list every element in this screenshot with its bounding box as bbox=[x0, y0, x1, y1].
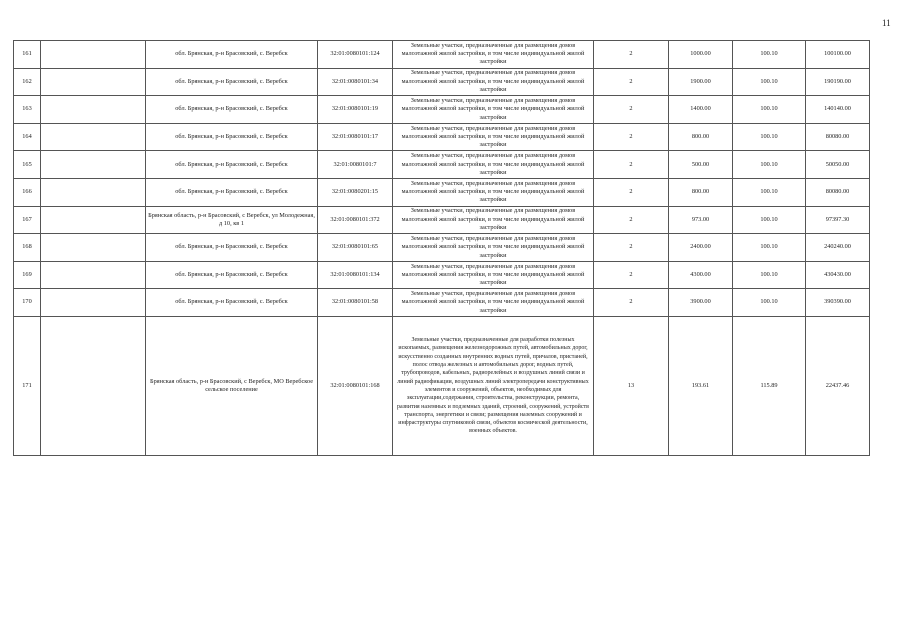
land-purpose-cell: Земельные участки, предназначенные для разработки полезных ископаемых, размещения железнодорожных путей, автомобильных дорог, искусственно созданных внутренних водных путей, причалов, пристаней, полос отвода железных и автомобильных дорог, водных путей, трубопроводов, кабельных, радиорелейных и воздушных линий связи и линий радиофикации, воздушных линий электропередачи конструктивных элементов и сооружений, объектов, необходимых для эксплуатации,содержания, строительства, реконструкции, ремонта, развития наземных и подземных зданий, строений, сооружений, устройств транспорта, энергетики и связи; размещения наземных сооружений и инфраструктуры спутниковой связи, объектов космической деятельности, военных объектов. bbox=[393, 316, 594, 455]
blank-cell bbox=[41, 123, 146, 151]
rate-cell: 115.89 bbox=[733, 316, 806, 455]
cadastral-value-cell: 190190.00 bbox=[806, 68, 870, 96]
cadastral-number-cell: 32:01:0080101:58 bbox=[318, 289, 393, 317]
row-number: 164 bbox=[14, 123, 41, 151]
row-number: 165 bbox=[14, 151, 41, 179]
table-row bbox=[14, 41, 870, 69]
rate-cell: 100.10 bbox=[733, 41, 806, 69]
table-row bbox=[14, 123, 870, 151]
table-row bbox=[14, 151, 870, 179]
group-code-cell: 2 bbox=[594, 289, 669, 317]
cadastral-number-cell: 32:01:0080101:134 bbox=[318, 261, 393, 289]
cadastral-value-cell: 22437.46 bbox=[806, 316, 870, 455]
blank-cell bbox=[41, 234, 146, 262]
land-purpose-cell: Земельные участки, предназначенные для размещения домов малоэтажной жилой застройки, в том числе индивидуальной жилой застройки bbox=[393, 261, 594, 289]
area-cell: 973.00 bbox=[669, 206, 733, 234]
land-purpose-cell: Земельные участки, предназначенные для размещения домов малоэтажной жилой застройки, в том числе индивидуальной жилой застройки bbox=[393, 68, 594, 96]
cadastral-number-cell: 32:01:0080101:34 bbox=[318, 68, 393, 96]
group-code-cell: 2 bbox=[594, 96, 669, 124]
row-number: 171 bbox=[14, 316, 41, 455]
group-code-cell: 2 bbox=[594, 178, 669, 206]
land-purpose-cell: Земельные участки, предназначенные для размещения домов малоэтажной жилой застройки, в том числе индивидуальной жилой застройки bbox=[393, 151, 594, 179]
cadastral-value-cell: 100100.00 bbox=[806, 41, 870, 69]
cadastral-number-cell: 32:01:0080201:15 bbox=[318, 178, 393, 206]
area-cell: 1000.00 bbox=[669, 41, 733, 69]
cadastral-number-cell: 32:01:0080101:7 bbox=[318, 151, 393, 179]
address-cell: обл. Брянская, р-н Брасовский, с. Веребск bbox=[146, 68, 318, 96]
cadastral-number-cell: 32:01:0080101:124 bbox=[318, 41, 393, 69]
group-code-cell: 2 bbox=[594, 68, 669, 96]
cadastral-number-cell: 32:01:0080101:17 bbox=[318, 123, 393, 151]
rate-cell: 100.10 bbox=[733, 206, 806, 234]
land-purpose-cell: Земельные участки, предназначенные для размещения домов малоэтажной жилой застройки, в том числе индивидуальной жилой застройки bbox=[393, 234, 594, 262]
cadastral-value-cell: 50050.00 bbox=[806, 151, 870, 179]
cadastral-value-cell: 140140.00 bbox=[806, 96, 870, 124]
address-cell: обл. Брянская, р-н Брасовский, с. Веребск bbox=[146, 151, 318, 179]
table-row bbox=[14, 234, 870, 262]
area-cell: 2400.00 bbox=[669, 234, 733, 262]
cadastral-number-cell: 32:01:0080101:65 bbox=[318, 234, 393, 262]
blank-cell bbox=[41, 316, 146, 455]
rate-cell: 100.10 bbox=[733, 96, 806, 124]
group-code-cell: 2 bbox=[594, 234, 669, 262]
row-number: 166 bbox=[14, 178, 41, 206]
land-purpose-cell: Земельные участки, предназначенные для размещения домов малоэтажной жилой застройки, в том числе индивидуальной жилой застройки bbox=[393, 123, 594, 151]
blank-cell bbox=[41, 261, 146, 289]
group-code-cell: 2 bbox=[594, 41, 669, 69]
registry-table bbox=[13, 40, 870, 456]
land-purpose-cell: Земельные участки, предназначенные для размещения домов малоэтажной жилой застройки, в том числе индивидуальной жилой застройки bbox=[393, 41, 594, 69]
cadastral-value-cell: 390390.00 bbox=[806, 289, 870, 317]
land-purpose-cell: Земельные участки, предназначенные для размещения домов малоэтажной жилой застройки, в том числе индивидуальной жилой застройки bbox=[393, 178, 594, 206]
blank-cell bbox=[41, 151, 146, 179]
cadastral-value-cell: 80080.00 bbox=[806, 123, 870, 151]
row-number: 168 bbox=[14, 234, 41, 262]
area-cell: 1400.00 bbox=[669, 96, 733, 124]
row-number: 161 bbox=[14, 41, 41, 69]
cadastral-number-cell: 32:01:0080101:168 bbox=[318, 316, 393, 455]
rate-cell: 100.10 bbox=[733, 234, 806, 262]
blank-cell bbox=[41, 178, 146, 206]
cadastral-number-cell: 32:01:0080101:19 bbox=[318, 96, 393, 124]
blank-cell bbox=[41, 289, 146, 317]
area-cell: 4300.00 bbox=[669, 261, 733, 289]
cadastral-number-cell: 32:01:0080101:372 bbox=[318, 206, 393, 234]
rate-cell: 100.10 bbox=[733, 178, 806, 206]
address-cell: Брянская область, р-н Брасовский, с Веребск, МО Веребское сельское поселение bbox=[146, 316, 318, 455]
table-row bbox=[14, 289, 870, 317]
table-row bbox=[14, 261, 870, 289]
blank-cell bbox=[41, 41, 146, 69]
land-purpose-cell: Земельные участки, предназначенные для размещения домов малоэтажной жилой застройки, в том числе индивидуальной жилой застройки bbox=[393, 206, 594, 234]
blank-cell bbox=[41, 68, 146, 96]
rate-cell: 100.10 bbox=[733, 68, 806, 96]
address-cell: обл. Брянская, р-н Брасовский, с. Веребск bbox=[146, 261, 318, 289]
group-code-cell: 2 bbox=[594, 206, 669, 234]
table-row bbox=[14, 68, 870, 96]
address-cell: обл. Брянская, р-н Брасовский, с. Веребск bbox=[146, 234, 318, 262]
area-cell: 1900.00 bbox=[669, 68, 733, 96]
land-purpose-cell: Земельные участки, предназначенные для размещения домов малоэтажной жилой застройки, в том числе индивидуальной жилой застройки bbox=[393, 289, 594, 317]
table-row bbox=[14, 206, 870, 234]
cadastral-value-cell: 97397.30 bbox=[806, 206, 870, 234]
land-purpose-cell: Земельные участки, предназначенные для размещения домов малоэтажной жилой застройки, в том числе индивидуальной жилой застройки bbox=[393, 96, 594, 124]
table-row bbox=[14, 96, 870, 124]
group-code-cell: 2 bbox=[594, 123, 669, 151]
cadastral-value-cell: 240240.00 bbox=[806, 234, 870, 262]
area-cell: 3900.00 bbox=[669, 289, 733, 317]
table-row bbox=[14, 178, 870, 206]
area-cell: 193.61 bbox=[669, 316, 733, 455]
address-cell: обл. Брянская, р-н Брасовский, с. Веребск bbox=[146, 123, 318, 151]
address-cell: обл. Брянская, р-н Брасовский, с. Веребск bbox=[146, 96, 318, 124]
page-number: 11 bbox=[882, 18, 891, 28]
group-code-cell: 2 bbox=[594, 151, 669, 179]
row-number: 167 bbox=[14, 206, 41, 234]
table-row bbox=[14, 316, 870, 455]
address-cell: обл. Брянская, р-н Брасовский, с. Веребск bbox=[146, 178, 318, 206]
row-number: 169 bbox=[14, 261, 41, 289]
address-cell: обл. Брянская, р-н Брасовский, с. Веребск bbox=[146, 41, 318, 69]
cadastral-value-cell: 80080.00 bbox=[806, 178, 870, 206]
address-cell: обл. Брянская, р-н Брасовский, с. Веребск bbox=[146, 289, 318, 317]
group-code-cell: 2 bbox=[594, 261, 669, 289]
rate-cell: 100.10 bbox=[733, 151, 806, 179]
group-code-cell: 13 bbox=[594, 316, 669, 455]
area-cell: 500.00 bbox=[669, 151, 733, 179]
address-cell: Брянская область, р-н Брасовский, с Веребск, ул Молодежная, д 10, кв 1 bbox=[146, 206, 318, 234]
cadastral-value-cell: 430430.00 bbox=[806, 261, 870, 289]
row-number: 162 bbox=[14, 68, 41, 96]
row-number: 163 bbox=[14, 96, 41, 124]
area-cell: 800.00 bbox=[669, 123, 733, 151]
rate-cell: 100.10 bbox=[733, 289, 806, 317]
rate-cell: 100.10 bbox=[733, 261, 806, 289]
blank-cell bbox=[41, 206, 146, 234]
blank-cell bbox=[41, 96, 146, 124]
row-number: 170 bbox=[14, 289, 41, 317]
area-cell: 800.00 bbox=[669, 178, 733, 206]
rate-cell: 100.10 bbox=[733, 123, 806, 151]
